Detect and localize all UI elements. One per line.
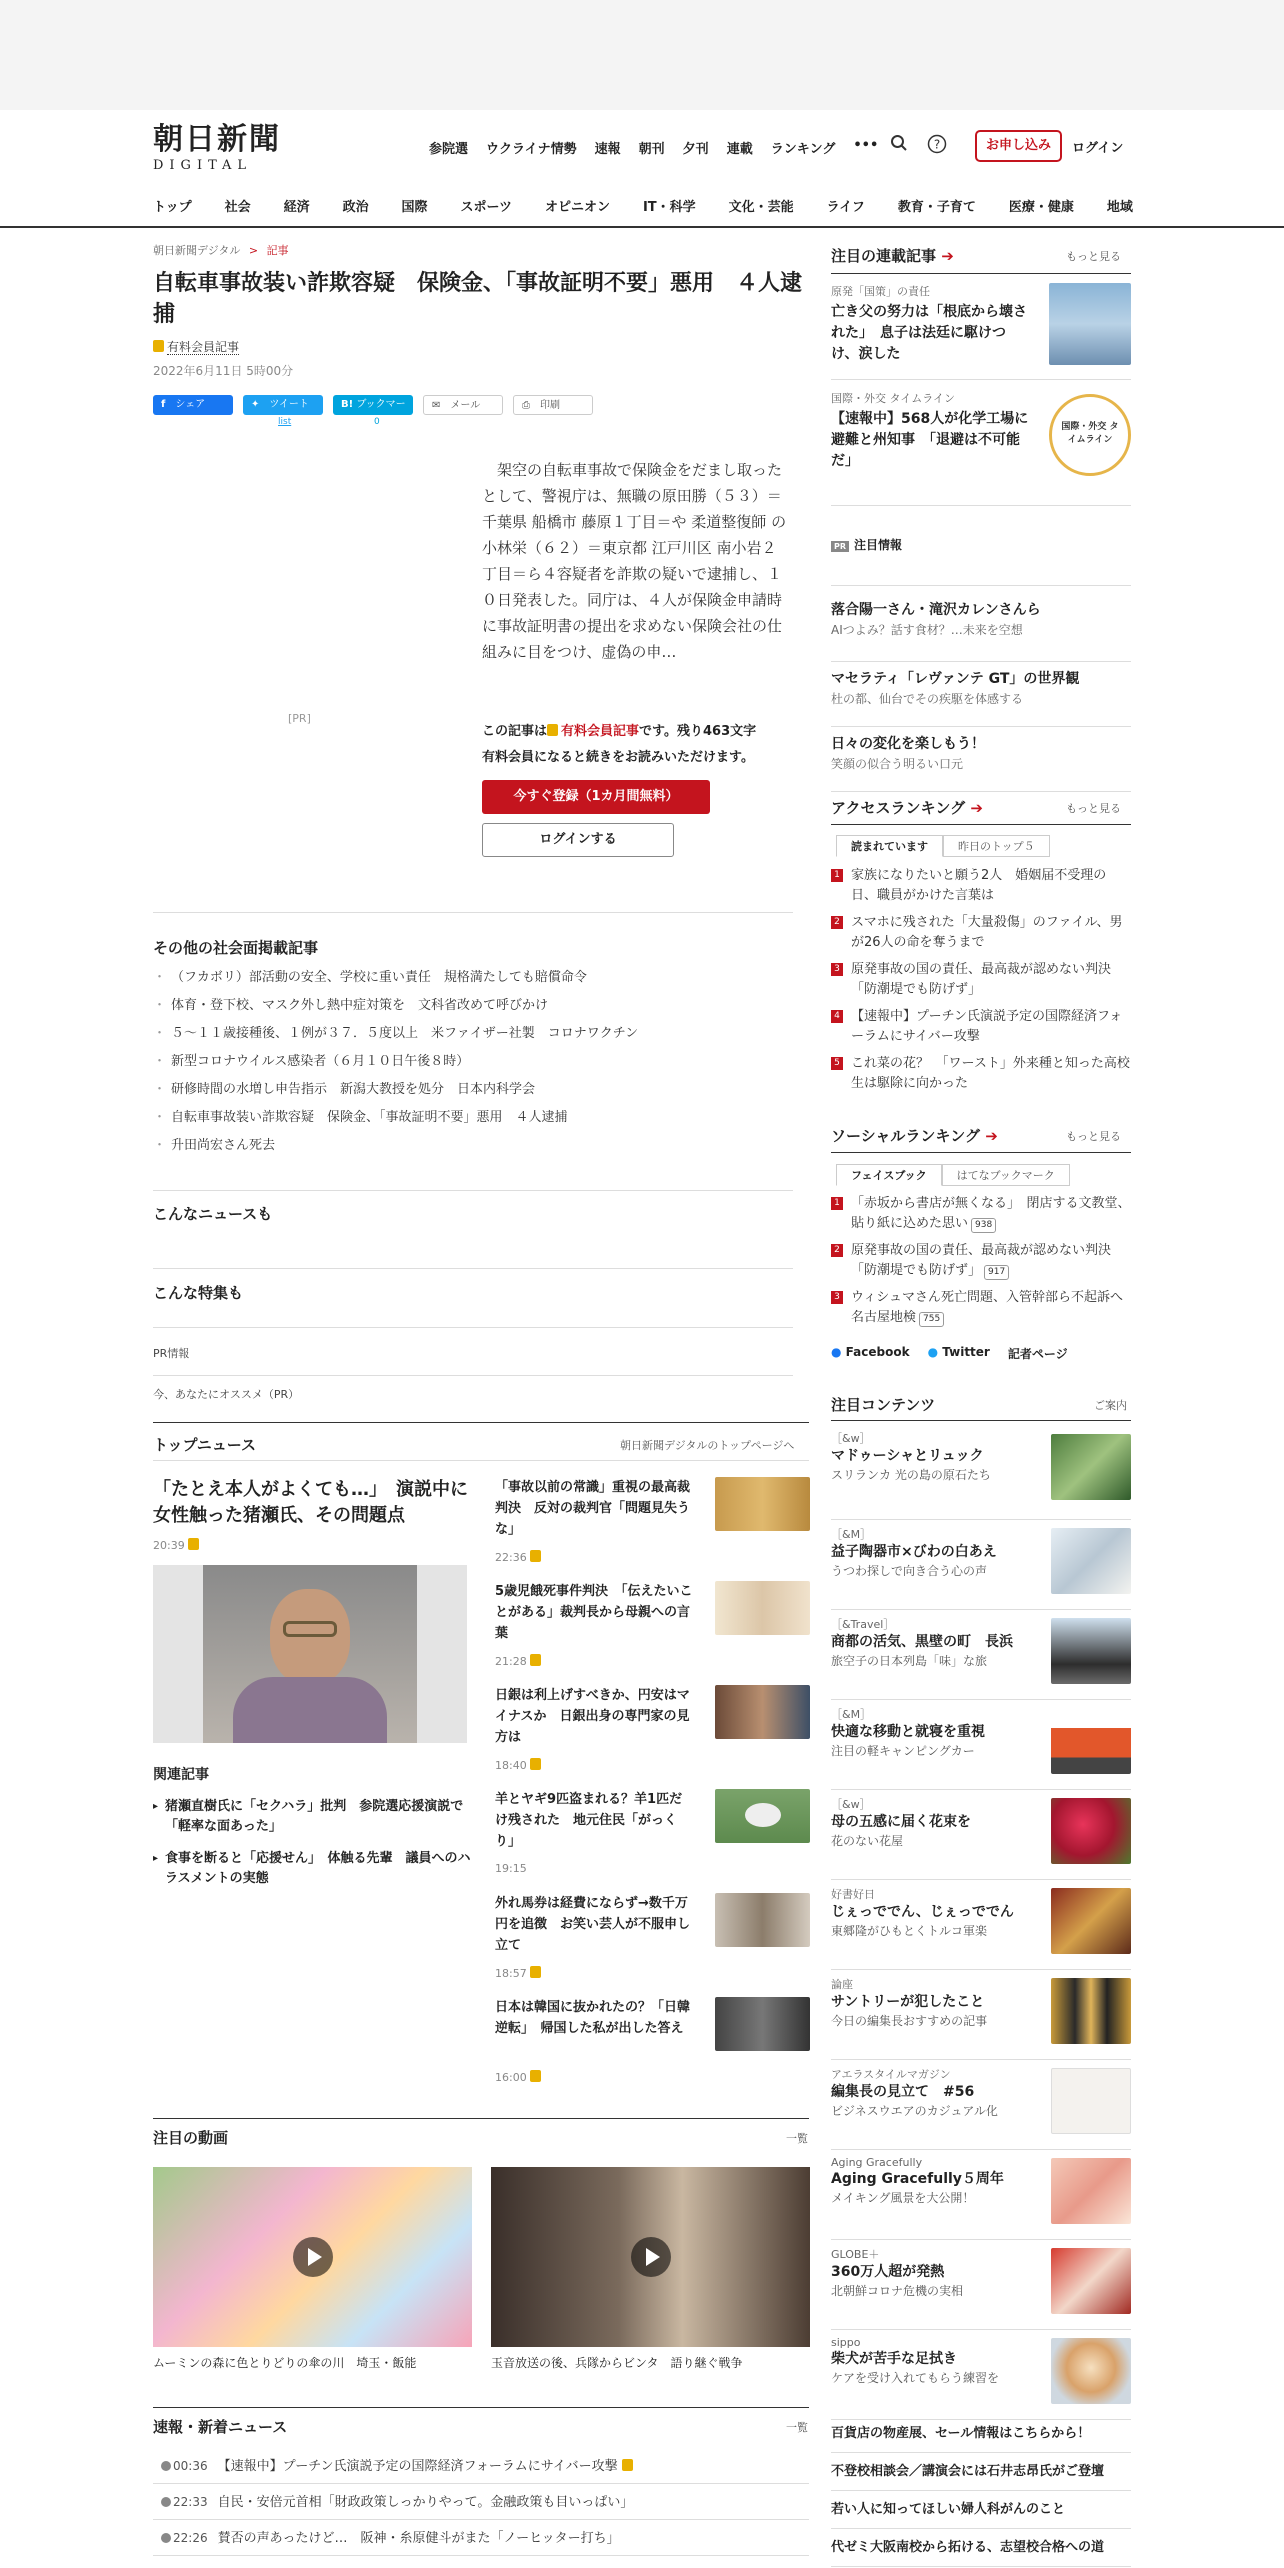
list-item[interactable]: ・ 升田尚宏さん死去 — [153, 1132, 793, 1160]
other-articles-heading: その他の社会面掲載記事 — [153, 939, 319, 957]
article-body: 架空の自転車事故で保険金をだまし取ったとして、警視庁は、無職の原田勝（５３）＝千葉県 船橋市 藤原１丁目＝や 柔道整復師 の小林栄（６２）＝東京都 江戸川区 南小岩２丁目＝ら４容疑者を詐欺の疑いで逮捕し、１０日発表した。同庁は、４人が保険金申請時に事故証明書の提出を求めない保険会社の仕組みに目をつけ、虚偽の申… — [482, 461, 787, 661]
twitter-icon: ✦ — [251, 399, 260, 410]
cat-health[interactable]: 医療・健康 — [1008, 200, 1074, 215]
rank-number-icon: 3 — [831, 963, 843, 976]
access-ranking-list — [831, 866, 1131, 1101]
facebook-icon: ● — [831, 1345, 842, 1359]
login-link[interactable]: ログイン — [1072, 141, 1124, 156]
news-item-title: 「事故以前の常識」重視の最高裁判決 反対の裁判官「問題見失うな」 — [495, 1480, 691, 1537]
breaking-list — [153, 2448, 809, 2556]
content-sub: 北朝鮮コロナ危機の実相 — [831, 2284, 964, 2298]
bottom-link[interactable]: 百貨店の物産展、セール情報はこちらから！ — [831, 2415, 1131, 2453]
breaking-more-link[interactable]: 一覧 — [786, 2421, 808, 2434]
related-list — [153, 1797, 473, 1889]
facebook-share-button[interactable] — [153, 395, 233, 415]
series-item[interactable] — [831, 390, 1131, 490]
konna-news-heading: こんなニュースも — [153, 1205, 273, 1223]
ranking-item-text: 家族になりたいと願う2人 婚姻届不受理の日、職員がかけた言葉は — [851, 868, 1107, 903]
content-thumb — [1051, 1888, 1131, 1954]
ranking-item[interactable] — [831, 1288, 1136, 1328]
lead-story-time — [153, 1538, 202, 1552]
news-item-title: 羊とヤギ9匹盗まれる？羊1匹だけ残された 地元住民「がっくり」 — [495, 1792, 683, 1849]
content-thumb — [1051, 1708, 1131, 1774]
news-item[interactable] — [495, 1477, 810, 1581]
konna-feature-heading: こんな特集も — [153, 1284, 244, 1302]
content-title: 編集長の見立て #56 — [831, 2084, 975, 2100]
cat-education[interactable]: 教育・子育て — [897, 200, 976, 215]
bottom-links — [831, 2415, 1131, 2567]
svg-text:?: ? — [933, 137, 941, 152]
social-tabs — [836, 1164, 1070, 1186]
series-title: 【速報中】568人が化学工場に避難と州知事 「退避は不可能だ」 — [831, 411, 1029, 469]
content-item[interactable] — [831, 1610, 1131, 1700]
mail-label: メール — [450, 400, 481, 411]
bottom-link[interactable]: 不登校相談会／講演会には石井志昂氏がご登壇 — [831, 2453, 1131, 2491]
content-sub: ケアを受け入れてもらう練習を — [831, 2371, 1000, 2385]
arrow-right-icon: ➔ — [970, 799, 983, 817]
mail-icon: ✉ — [432, 400, 441, 411]
breaking-time: 00:36 — [173, 2459, 208, 2473]
ranking-item-text: ウィシュマさん死亡問題、入管幹部ら不起訴へ 名古屋地検 — [851, 1290, 1136, 1325]
pr-item-sub: 笑顔の似合う明るい口元 — [831, 757, 964, 771]
cat-society[interactable]: 社会 — [224, 200, 251, 215]
content-title: 360万人超が発熱 — [831, 2264, 945, 2280]
other-articles-list — [153, 964, 793, 1160]
list-item[interactable]: ・ 体育・登下校、マスク外し熱中症対策を 文科省改めて呼びかけ — [153, 992, 793, 1020]
top-news-heading: トップニュース — [153, 1436, 257, 1454]
breadcrumb — [153, 242, 289, 258]
nav-item-ukraine[interactable]: ウクライナ情勢 — [486, 142, 577, 157]
article-date: 2022年6月11日 5時00分 — [153, 364, 294, 378]
rank-number-icon: 1 — [831, 869, 843, 882]
article-title: 自転車事故装い詐欺容疑 保険金、「事故証明不要」悪用 ４人逮捕 — [153, 271, 803, 327]
content-category: sippo — [831, 2336, 861, 2349]
logo-main: 朝日新聞 — [153, 122, 281, 157]
ranking-item[interactable] — [831, 1194, 1131, 1234]
content-category: ［&w］ — [831, 1432, 871, 1445]
news-thumb — [715, 1477, 810, 1531]
content-sub: ビジネスウエアのカジュアル化 — [831, 2104, 998, 2118]
cat-opinion[interactable]: オピニオン — [544, 200, 610, 215]
bottom-link[interactable]: 若い人に知ってほしい婦人科がんのこと — [831, 2491, 1131, 2529]
news-time-text: 22:36 — [495, 1551, 527, 1564]
content-item[interactable] — [831, 1880, 1131, 1970]
top-ad-band — [0, 0, 1284, 110]
twitter-icon: ● — [927, 1345, 939, 1359]
series-item[interactable] — [831, 283, 1131, 383]
content-item[interactable] — [831, 2240, 1131, 2330]
paywall-paid-link[interactable]: 有料会員記事 — [561, 724, 640, 739]
video-more-link[interactable]: 一覧 — [786, 2132, 808, 2145]
news-thumb — [715, 1997, 810, 2051]
content-category: 論座 — [831, 1978, 853, 1991]
content-item[interactable] — [831, 1700, 1131, 1790]
content-sub: 花のない花屋 — [831, 1834, 904, 1848]
social-links — [831, 1345, 1068, 1362]
ranking-item-text: スマホに残された「大量殺傷」のファイル、男が26人の命を奪うまで — [851, 915, 1123, 950]
paywall-text-2: 有料会員になると続きをお読みいただけます。 — [482, 750, 754, 765]
ranking-item[interactable] — [831, 960, 1131, 1000]
video-thumb-umbrellas[interactable] — [153, 2167, 472, 2347]
ranking-item[interactable] — [831, 1054, 1131, 1094]
lock-icon — [622, 2459, 633, 2471]
tab-yesterday-top5[interactable]: 昨日のトップ５ — [943, 835, 1050, 857]
related-item-text: 猪瀬直樹氏に「セクハラ」批判 参院選応援演説で「軽率な面あった」 — [165, 1799, 464, 1834]
print-icon: ⎙ — [522, 400, 530, 411]
content-category: Aging Gracefully — [831, 2156, 923, 2169]
category-nav — [153, 196, 1133, 215]
print-label: 印刷 — [540, 400, 560, 411]
pr-item[interactable] — [831, 597, 1131, 662]
content-title: 母の五感に届く花束を — [831, 1814, 971, 1830]
ranking-item-text: 【速報中】プーチン氏演説予定の国際経済フォーラムにサイバー攻撃 — [851, 1009, 1123, 1044]
news-item-time — [495, 1758, 544, 1772]
pr-item-sub: 杜の都、仙台でその疾駆を体感する — [831, 692, 1024, 706]
facebook-share-label: シェア — [175, 399, 206, 410]
content-category: GLOBE＋ — [831, 2248, 880, 2261]
cat-it-science[interactable]: IT・科学 — [642, 200, 696, 215]
asahi-logo[interactable] — [153, 124, 283, 174]
content-title: Aging Gracefully５周年 — [831, 2171, 1004, 2187]
more-menu-icon[interactable]: ••• — [853, 138, 879, 153]
content-sub: 旅空子の日本列島「味」な旅 — [831, 1654, 988, 1668]
news-thumb — [715, 1893, 810, 1947]
content-title: 柴犬が苦手な足拭き — [831, 2351, 957, 2367]
cat-economy[interactable]: 経済 — [283, 200, 310, 215]
content-heading: 注目コンテンツ — [831, 1396, 936, 1414]
series-title: 亡き父の努力は「根底から壊された」 息子は法廷に駆けつけ、涙した — [831, 304, 1027, 362]
access-heading-text: アクセスランキング — [831, 799, 966, 817]
content-item[interactable] — [831, 2060, 1131, 2150]
content-category: ［&Travel］ — [831, 1618, 895, 1631]
lead-story-photo[interactable] — [153, 1565, 467, 1743]
pr-item-title: マセラティ「レヴァンテ GT」の世界観 — [831, 671, 1080, 687]
lock-icon — [547, 724, 558, 736]
content-sub: 注目の軽キャンピングカー — [831, 1744, 975, 1758]
top-news-list — [495, 1477, 810, 2101]
logo-sub: DIGITAL — [153, 158, 253, 173]
cat-top[interactable]: トップ — [153, 200, 192, 215]
rank-number-icon: 2 — [831, 1244, 843, 1257]
news-item[interactable] — [495, 1997, 810, 2101]
clock-icon — [161, 2461, 171, 2471]
video-heading: 注目の動画 — [153, 2129, 229, 2147]
pr-item[interactable] — [831, 662, 1131, 727]
content-title: 快適な移動と就寝を重視 — [831, 1724, 985, 1740]
content-item[interactable] — [831, 1970, 1131, 2060]
content-info-link[interactable]: ご案内 — [1094, 1399, 1127, 1412]
video-caption-2[interactable]: 玉音放送の後、兵隊からビンタ 語り継ぐ戦争 — [491, 2356, 743, 2370]
tab-hatena[interactable]: はてなブックマーク — [942, 1164, 1070, 1186]
play-icon[interactable] — [293, 2237, 333, 2277]
lock-icon — [530, 1966, 541, 1978]
bottom-link[interactable]: 代ゼミ大阪南校から拓ける、志望校合格への道 — [831, 2529, 1131, 2567]
twitter-share-button[interactable] — [243, 395, 323, 415]
list-item[interactable]: ・ ５～１１歳接種後、１例が３７．５度以上 米ファイザー社製 コロナワクチン — [153, 1020, 793, 1048]
breadcrumb-home[interactable]: 朝日新聞デジタル — [153, 244, 241, 257]
pr-list — [831, 597, 1131, 792]
lock-icon — [530, 1550, 541, 1562]
news-item-time — [495, 1550, 544, 1564]
news-time-text: 21:28 — [495, 1655, 527, 1668]
related-item-text: 食事を断ると「応援せん」 体触る先輩 議員へのハラスメントの実態 — [165, 1851, 471, 1886]
breadcrumb-current[interactable]: 記事 — [266, 244, 289, 257]
facebook-link[interactable] — [831, 1345, 910, 1362]
share-count: 917 — [984, 1265, 1009, 1280]
nav-item-evening[interactable]: 夕刊 — [682, 142, 709, 157]
paywall-notice — [482, 719, 802, 771]
lock-icon — [530, 1758, 541, 1770]
pr-item-title: 落合陽一さん・滝沢カレンさんら — [831, 602, 1041, 618]
lock-icon — [530, 1654, 541, 1666]
series-thumb — [1049, 283, 1131, 365]
facebook-icon: f — [161, 399, 166, 410]
top-nav — [420, 138, 887, 157]
pr-item-sub: AIつよみ？話す食材？…未来を空想 — [831, 623, 1023, 637]
content-category: ［&M］ — [831, 1528, 872, 1541]
news-time-text: 18:57 — [495, 1967, 527, 1980]
breaking-heading: 速報・新着ニュース — [153, 2418, 288, 2436]
content-thumb — [1051, 2338, 1131, 2404]
cat-culture[interactable]: 文化・芸能 — [728, 200, 794, 215]
content-sub: スリランカ 光の島の原石たち — [831, 1468, 991, 1482]
content-sub: 今日の編集長おすすめの記事 — [831, 2014, 988, 2028]
pr-info-label: PR情報 — [153, 1347, 190, 1360]
content-item[interactable] — [831, 2150, 1131, 2240]
pr-item-title: 日々の変化を楽しもう！ — [831, 736, 985, 752]
content-item[interactable] — [831, 2330, 1131, 2420]
content-sub: うつわ探しで向き合う心の声 — [831, 1564, 988, 1578]
ranking-item-text: 原発事故の国の責任、最高裁が認めない判決 「防潮堤でも防げず」 — [851, 962, 1125, 997]
clock-icon — [161, 2533, 171, 2543]
news-item-time — [495, 2070, 544, 2084]
content-sub: メイキング風景を大公開！ — [831, 2191, 975, 2205]
rank-number-icon: 4 — [831, 1010, 843, 1023]
paywall-text-c: です。残り463文字 — [639, 724, 757, 739]
content-category: ［&M］ — [831, 1708, 872, 1721]
twitter-link[interactable] — [928, 1345, 990, 1362]
hatena-count: 0 — [374, 417, 380, 427]
recommend-label: 今、あなたにオススメ（PR） — [153, 1388, 300, 1401]
cat-life[interactable]: ライフ — [826, 200, 865, 215]
register-button[interactable]: 今すぐ登録（1カ月間無料） — [482, 780, 710, 814]
ranking-item-text: 原発事故の国の責任、最高裁が認めない判決 「防潮堤でも防げず」 — [851, 1243, 1125, 1278]
content-title: 商都の活気、黒壁の町 長浜 — [831, 1634, 1013, 1650]
news-item-title: 日銀は利上げすべきか、円安はマイナスか 日銀出身の専門家の見方は — [495, 1688, 690, 1745]
content-thumb — [1051, 1798, 1131, 1864]
lead-story-title[interactable]: 「たとえ本人がよくても…」 演説中に女性触った猪瀬氏、その問題点 — [153, 1479, 468, 1526]
series-category: 原発「国策」の責任 — [831, 285, 930, 298]
content-title: じぇっででん、じぇっででん — [831, 1904, 1014, 1920]
play-icon[interactable] — [631, 2237, 671, 2277]
content-title: マドゥーシャとリュック — [831, 1448, 984, 1464]
series-heading-text: 注目の連載記事 — [831, 247, 937, 265]
share-count: 755 — [919, 1312, 944, 1327]
cat-international[interactable]: 国際 — [401, 200, 428, 215]
mail-button[interactable] — [423, 395, 503, 415]
tab-most-read[interactable]: 読まれています — [836, 835, 943, 857]
list-item[interactable]: ・ 自転車事故装い詐欺容疑 保険金、「事故証明不要」悪用 ４人逮捕 — [153, 1104, 793, 1132]
nav-item-election[interactable]: 参院選 — [429, 142, 469, 157]
twitter-share-label: ツイート — [269, 399, 309, 410]
series-heading — [831, 245, 954, 266]
news-item-title: 外れ馬券は経費にならず→数千万円を追徴 お笑い芸人が不服申し立て — [495, 1896, 691, 1953]
list-item[interactable] — [153, 2448, 809, 2484]
pr-heading — [831, 536, 902, 553]
breaking-time: 22:26 — [173, 2531, 208, 2545]
ranking-item[interactable] — [831, 913, 1131, 953]
nav-item-series[interactable]: 連載 — [726, 142, 753, 157]
content-item[interactable] — [831, 1790, 1131, 1880]
ranking-item-text: 「赤坂から書店が無くなる」 閉店する文教堂、貼り紙に込めた思い — [851, 1196, 1131, 1231]
timeline-thumb-text: 国際・外交 タイムライン — [1061, 422, 1119, 445]
reporter-page-link[interactable]: 記者ページ — [1007, 1347, 1068, 1361]
social-heading-text: ソーシャルランキング — [831, 1127, 980, 1145]
news-item-time — [495, 1654, 544, 1668]
series-more-link[interactable]: もっと見る — [1066, 250, 1121, 263]
list-item[interactable]: ・ 新型コロナウイルス感染者（６月１０日午後８時） — [153, 1048, 793, 1076]
news-item[interactable] — [495, 1789, 810, 1893]
social-more-link[interactable]: もっと見る — [1066, 1130, 1121, 1143]
content-category: アエラスタイルマガジン — [831, 2068, 951, 2081]
lock-icon — [153, 340, 164, 352]
content-thumb — [1051, 1618, 1131, 1684]
related-heading: 関連記事 — [153, 1767, 209, 1783]
timeline-thumb — [1049, 394, 1131, 476]
news-item-title: 5歳児餓死事件判決 「伝えたいことがある」裁判長から母親への言葉 — [495, 1584, 693, 1641]
rank-number-icon: 2 — [831, 916, 843, 929]
print-button[interactable] — [513, 395, 593, 415]
arrow-right-icon: ➔ — [941, 247, 954, 265]
content-title: 益子陶器市×びわの白あえ — [831, 1544, 997, 1560]
list-item[interactable]: ・ （フカボリ）部活動の安全、学校に重い責任 規格満たしても賠償命令 — [153, 964, 793, 992]
video-thumb-war[interactable] — [491, 2167, 810, 2347]
lock-icon — [530, 2070, 541, 2082]
news-thumb — [715, 1685, 810, 1739]
breaking-time: 22:33 — [173, 2495, 208, 2509]
paid-badge — [153, 338, 239, 355]
social-ranking-list — [831, 1194, 1136, 1335]
top-page-link[interactable]: 朝日新聞デジタルのトップページへ — [620, 1439, 795, 1452]
pr-item[interactable] — [831, 727, 1131, 792]
pr-heading-text: 注目情報 — [854, 538, 903, 552]
share-count: 938 — [971, 1218, 996, 1233]
pr-ad-slot[interactable]: [PR] — [288, 712, 311, 725]
access-tabs — [836, 835, 1050, 857]
content-title: サントリーが犯したこと — [831, 1994, 985, 2010]
rank-number-icon: 5 — [831, 1057, 843, 1070]
twitter-list-link[interactable]: list — [278, 417, 292, 427]
lock-icon — [188, 1538, 199, 1550]
cat-politics[interactable]: 政治 — [342, 200, 369, 215]
list-item[interactable]: ・ 研修時間の水増し申告指示 新潟大教授を処分 日本内科学会 — [153, 1076, 793, 1104]
content-thumb — [1051, 2068, 1131, 2134]
news-time-text: 18:40 — [495, 1759, 527, 1772]
content-item[interactable] — [831, 1520, 1131, 1610]
content-category: ［&w］ — [831, 1798, 871, 1811]
paid-badge-label: 有料会員記事 — [167, 340, 240, 354]
content-thumb — [1051, 2248, 1131, 2314]
news-item-time — [495, 1966, 544, 1980]
ranking-item-text: これ菜の花？ 「ワースト」外来種と知った高校生は駆除に向かった — [851, 1056, 1130, 1091]
nav-item-breaking[interactable]: 速報 — [594, 142, 621, 157]
search-icon[interactable] — [888, 134, 910, 156]
ranking-item[interactable] — [831, 1241, 1131, 1281]
cat-sports[interactable]: スポーツ — [460, 200, 513, 215]
list-item[interactable] — [153, 2484, 809, 2520]
nav-item-ranking[interactable]: ランキング — [770, 142, 836, 157]
hatena-bookmark-button[interactable] — [333, 395, 413, 430]
hatena-label: ブックマーク — [341, 399, 406, 430]
site-header — [0, 110, 1284, 228]
tab-facebook[interactable]: フェイスブック — [836, 1164, 942, 1186]
breaking-title: 【速報中】プーチン氏演説予定の国際経済フォーラムにサイバー攻撃 — [217, 2459, 618, 2474]
clock-icon — [161, 2497, 171, 2507]
content-sub: 東郷隆がひもとくトルコ軍楽 — [831, 1924, 988, 1938]
login-button[interactable]: ログインする — [482, 823, 674, 857]
help-icon[interactable] — [926, 134, 948, 156]
content-thumb — [1051, 1434, 1131, 1500]
subscribe-button[interactable]: お申し込み — [975, 130, 1062, 162]
content-thumb — [1051, 1528, 1131, 1594]
access-more-link[interactable]: もっと見る — [1066, 802, 1121, 815]
content-thumb — [1051, 1978, 1131, 2044]
breaking-title: 自民・安倍元首相「財政政策しっかりやって。金融政策も目いっぱい」 — [217, 2495, 634, 2510]
content-list — [831, 1430, 1131, 2420]
related-item[interactable]: ▸ 猪瀬直樹氏に「セクハラ」批判 参院選応援演説で「軽率な面あった」 — [153, 1799, 464, 1834]
paywall-text-a: この記事は — [482, 724, 548, 739]
pr-tag: PR — [831, 541, 849, 552]
video-caption-1[interactable]: ムーミンの森に色とりどりの傘の川 埼玉・飯能 — [153, 2356, 417, 2370]
ranking-item[interactable] — [831, 1007, 1131, 1047]
social-ranking-heading — [831, 1125, 998, 1146]
content-category: 好書好日 — [831, 1888, 875, 1901]
nav-item-morning[interactable]: 朝刊 — [638, 142, 665, 157]
breaking-title: 賛否の声あったけど… 阪神・糸原健斗がまた「ノーヒッター打ち」 — [217, 2531, 620, 2546]
facebook-link-text: Facebook — [845, 1345, 910, 1359]
news-item-time — [495, 1862, 527, 1875]
list-item[interactable] — [153, 2520, 809, 2556]
related-item[interactable]: ▸ 食事を断ると「応援せん」 体触る先輩 議員へのハラスメントの実態 — [153, 1851, 471, 1886]
series-category: 国際・外交 タイムライン — [831, 392, 955, 405]
news-thumb — [715, 1789, 810, 1843]
rank-number-icon: 1 — [831, 1197, 843, 1210]
access-ranking-heading — [831, 797, 983, 818]
content-thumb — [1051, 2158, 1131, 2224]
rank-number-icon: 3 — [831, 1291, 843, 1304]
news-time-text: 16:00 — [495, 2071, 527, 2084]
breadcrumb-sep: > — [248, 244, 259, 257]
cat-region[interactable]: 地域 — [1106, 200, 1133, 215]
arrow-right-icon: ➔ — [985, 1127, 998, 1145]
lead-time-text: 20:39 — [153, 1539, 185, 1552]
news-item[interactable] — [495, 1893, 810, 1997]
content-item[interactable] — [831, 1430, 1131, 1520]
news-item[interactable] — [495, 1581, 810, 1685]
news-item[interactable] — [495, 1685, 810, 1789]
ranking-item[interactable] — [831, 866, 1131, 906]
news-thumb — [715, 1581, 810, 1635]
news-item-title: 日本は韓国に抜かれたの？「日韓逆転」 帰国した私が出した答え — [495, 2000, 691, 2036]
twitter-link-text: Twitter — [942, 1345, 990, 1359]
news-time-text: 19:15 — [495, 1862, 527, 1875]
hatena-icon: B! — [341, 399, 354, 410]
